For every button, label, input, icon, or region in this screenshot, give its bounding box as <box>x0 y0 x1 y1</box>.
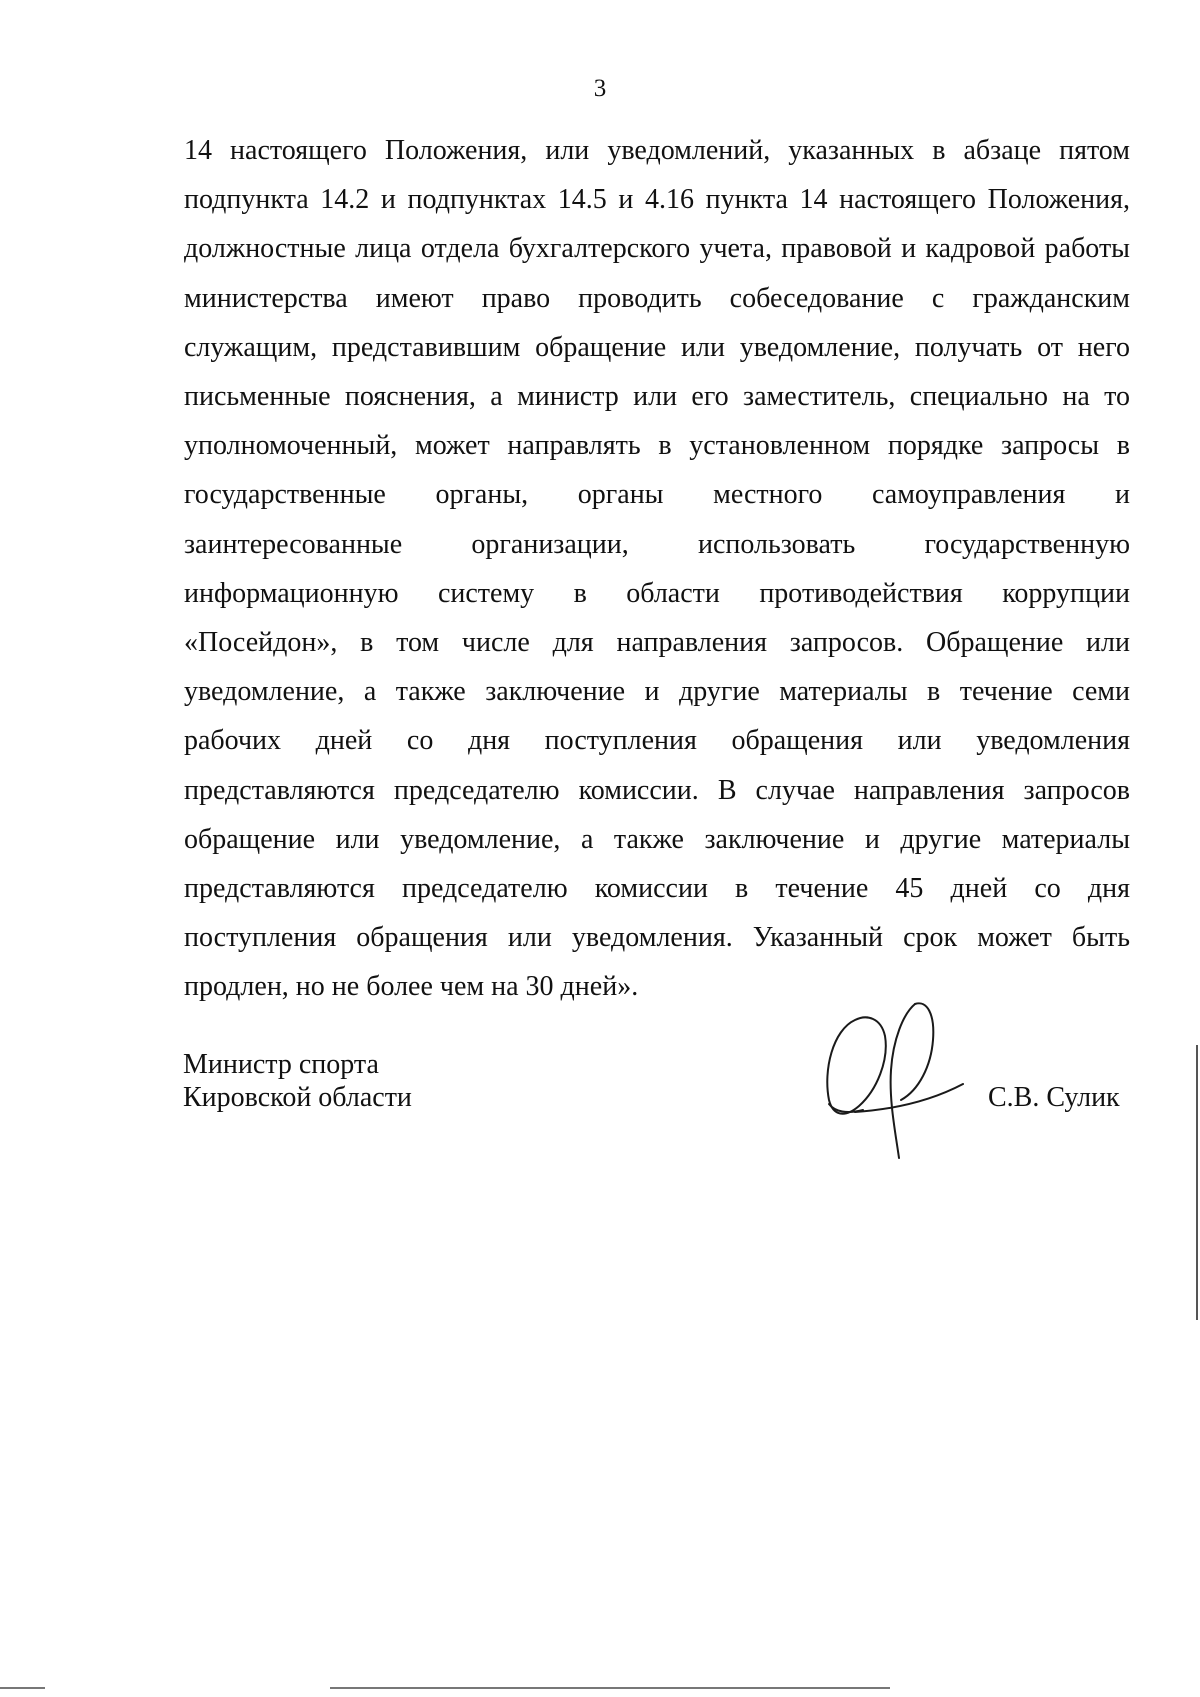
text-line: «Посейдон», в том числе для направления запросов. Обращение или <box>184 627 1130 659</box>
text-line: заинтересованные организации, использовать государственную <box>184 528 1130 560</box>
signer-position-line: Кировской области <box>183 1082 412 1113</box>
text-line: служащим, представившим обращение или уведомление, получать от него <box>184 331 1130 363</box>
signature-stroke <box>891 1004 915 1158</box>
text-line: поступления обращения или уведомления. Указанный срок может быть <box>184 922 1130 954</box>
signature-strokes <box>827 1003 963 1158</box>
text-line: представляются председателю комиссии в течение 45 дней со дня <box>184 873 1130 905</box>
text-line: представляются председателю комиссии. В случае направления запросов <box>184 774 1130 806</box>
scan-edge-line <box>1196 1045 1198 1320</box>
text-line: должностные лица отдела бухгалтерского учета, правовой и кадровой работы <box>184 233 1130 265</box>
signature-stroke <box>855 1084 963 1112</box>
text-line: 14 настоящего Положения, или уведомлений, указанных в абзаце пятом <box>184 135 1130 166</box>
signature-stroke <box>901 1003 933 1100</box>
body-paragraph <box>184 126 1130 1012</box>
text-line: продлен, но не более чем на 30 дней». <box>184 971 639 1003</box>
signer-name: С.В. Сулик <box>988 1082 1120 1113</box>
text-line: письменные пояснения, а министр или его заместитель, специально на то <box>184 381 1130 413</box>
page-number: 3 <box>593 75 607 102</box>
text-line: подпункта 14.2 и подпунктах 14.5 и 4.16 пункта 14 настоящего Положения, <box>184 184 1130 216</box>
scan-edge-line <box>330 1687 890 1689</box>
text-line: рабочих дней со дня поступления обращения или уведомления <box>184 725 1130 757</box>
signer-position-line: Министр спорта <box>183 1049 379 1080</box>
text-line: уполномоченный, может направлять в установленном порядке запросы в <box>184 430 1130 462</box>
text-line: информационную систему в области противодействия коррупции <box>184 577 1130 609</box>
signature-stroke <box>827 1017 885 1113</box>
text-line: государственные органы, органы местного самоуправления и <box>184 479 1130 511</box>
text-line: обращение или уведомление, а также заключение и другие материалы <box>184 823 1130 855</box>
text-line: уведомление, а также заключение и другие материалы в течение семи <box>184 676 1130 708</box>
scan-edge-line <box>0 1687 45 1689</box>
text-line: министерства имеют право проводить собеседование с гражданским <box>184 282 1130 314</box>
handwritten-signature <box>815 1000 995 1160</box>
signer-position <box>183 1048 412 1114</box>
